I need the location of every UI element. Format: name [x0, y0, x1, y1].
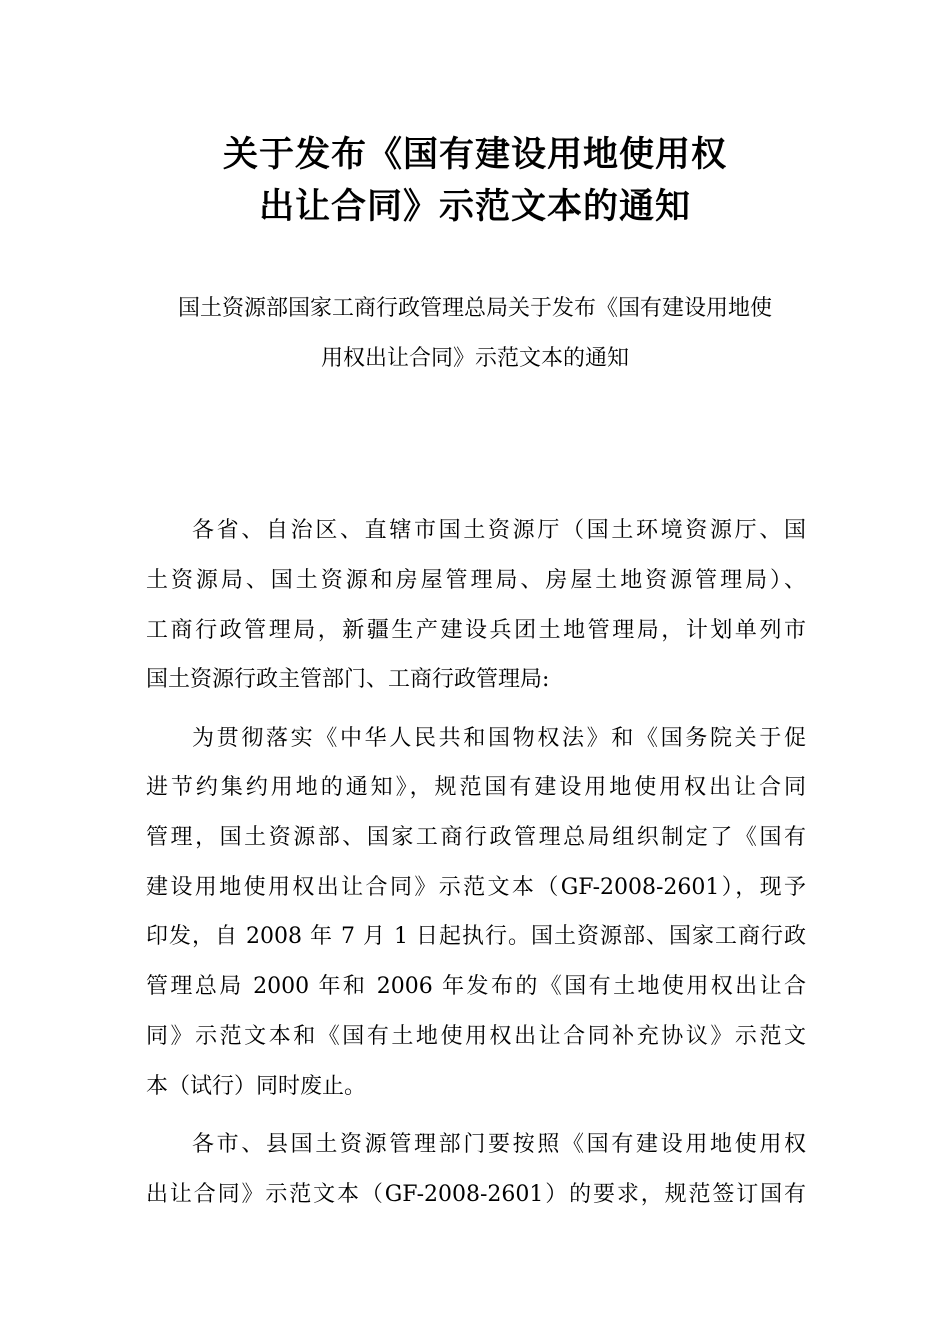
- document-title-line-1: 关于发布《国有建设用地使用权: [222, 135, 727, 175]
- body-line-10: 管理总局 2000 年和 2006 年发布的《国有土地使用权出让合: [146, 974, 806, 999]
- body-line-1: 各省、自治区、直辖市国土资源厅（国土环境资源厅、国: [192, 518, 806, 543]
- document-subtitle-line-2: 用权出让合同》示范文本的通知: [320, 346, 629, 371]
- body-line-5: 为贯彻落实《中华人民共和国物权法》和《国务院关于促: [192, 726, 806, 751]
- document-subtitle-line-1: 国土资源部国家工商行政管理总局关于发布《国有建设用地使: [177, 296, 772, 321]
- body-line-8: 建设用地使用权出让合同》示范文本（GF-2008-2601），现予: [146, 875, 806, 900]
- body-line-13: 各市、县国土资源管理部门要按照《国有建设用地使用权: [192, 1132, 806, 1157]
- body-line-7: 管理，国土资源部、国家工商行政管理总局组织制定了《国有: [146, 825, 806, 850]
- body-line-9: 印发，自 2008 年 7 月 1 日起执行。国土资源部、国家工商行政: [146, 924, 806, 949]
- body-line-3: 工商行政管理局，新疆生产建设兵团土地管理局，计划单列市: [146, 618, 806, 643]
- body-line-11: 同》示范文本和《国有土地使用权出让合同补充协议》示范文: [146, 1024, 806, 1049]
- body-line-12: 本（试行）同时废止。: [146, 1074, 367, 1099]
- document-title-line-2: 出让合同》示范文本的通知: [258, 187, 691, 227]
- body-line-6: 进节约集约用地的通知》，规范国有建设用地使用权出让合同: [146, 775, 806, 800]
- body-line-14: 出让合同》示范文本（GF-2008-2601）的要求，规范签订国有: [146, 1182, 806, 1207]
- body-line-2: 土资源局、国土资源和房屋管理局、房屋土地资源管理局）、: [146, 568, 806, 593]
- body-line-4: 国土资源行政主管部门、工商行政管理局:: [146, 667, 550, 692]
